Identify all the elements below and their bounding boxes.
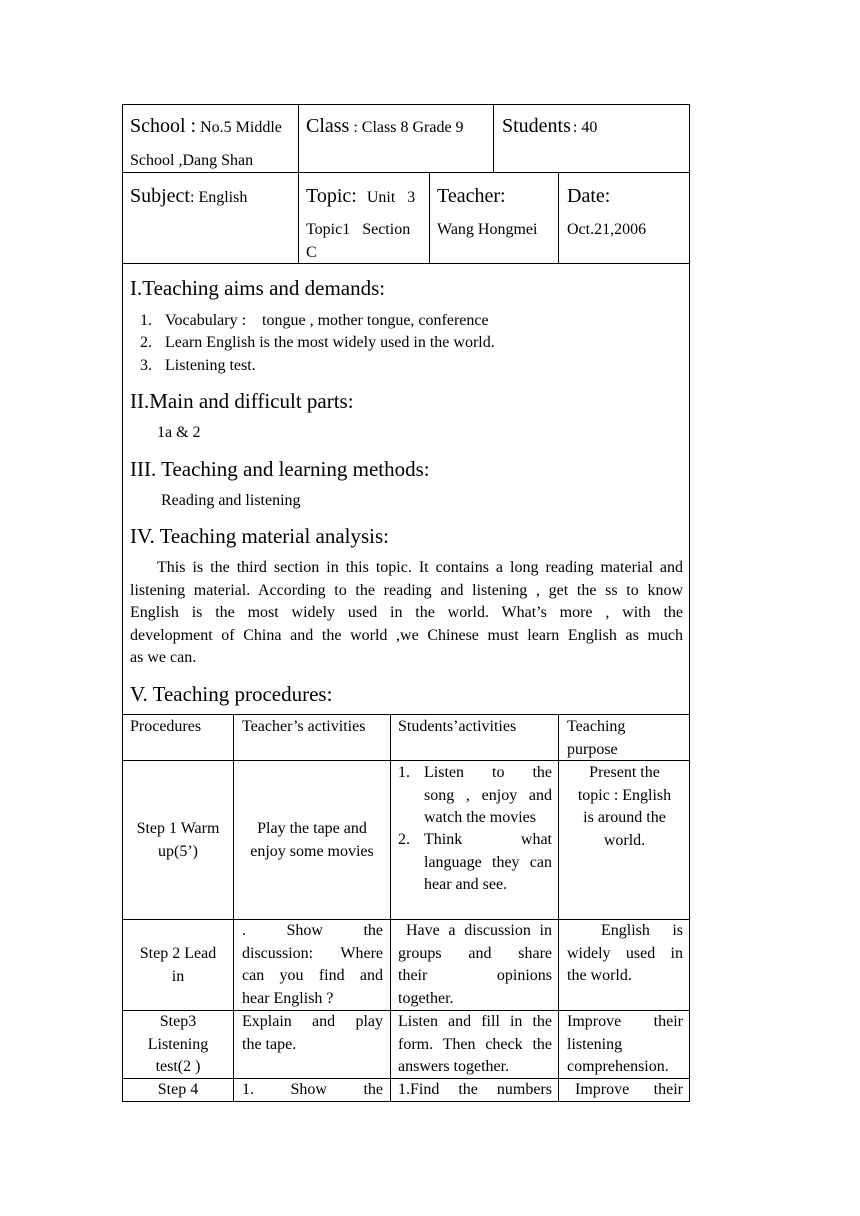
- col-header-students: Students’activities: [398, 718, 517, 735]
- step2-student-line: groups and share: [398, 944, 552, 962]
- step1-student-line: watch the movies: [424, 809, 536, 826]
- step1-purpose-line: world.: [603, 831, 646, 849]
- subject-field: [130, 185, 247, 209]
- step3-student-line: answers together.: [398, 1058, 510, 1075]
- step3-name-line: test(2 ): [155, 1058, 201, 1075]
- step4-student-line: 1.Find the numbers: [398, 1081, 552, 1098]
- analysis-line: listening material. According to the reading and listening , get the ss to know: [130, 581, 683, 599]
- step1-student-line: Think what: [424, 831, 552, 848]
- analysis-paragraph: [130, 557, 683, 670]
- section-3-title: III. Teaching and learning methods:: [130, 457, 430, 481]
- step1-student-num: 2.: [398, 831, 410, 848]
- step3-name-line: Listening: [147, 1035, 209, 1053]
- step2-teacher-line: . Show the: [242, 922, 383, 939]
- col-header-purpose: [567, 716, 625, 761]
- step2-purpose-line: the world.: [567, 967, 632, 984]
- step4-teacher: [242, 1079, 383, 1102]
- step1-student-line: language they can: [424, 853, 552, 871]
- topic-value-cont: Topic1 Section: [306, 221, 411, 238]
- step1-purpose-line: topic : English: [577, 786, 672, 804]
- step4-purpose: [567, 1079, 683, 1102]
- aim-item: Learn English is the most widely used in the world.: [165, 334, 495, 351]
- school-label: School :: [130, 115, 197, 137]
- step1-student: [424, 829, 552, 897]
- step3-teacher: [242, 1011, 383, 1056]
- aim-item-num: 3.: [140, 357, 152, 374]
- step1-teacher-line: enjoy some movies: [250, 842, 374, 860]
- date-value: Oct.21,2006: [567, 221, 647, 238]
- step3-teacher-line: Explain and play: [242, 1013, 383, 1030]
- step2-name-line: in: [171, 967, 185, 985]
- step3-purpose-line: listening: [567, 1035, 623, 1053]
- class-field: [306, 115, 464, 139]
- teacher-value: Wang Hongmei: [437, 221, 538, 238]
- teacher-label: Teacher:: [437, 185, 506, 207]
- step4-purpose-line: Improve their: [575, 1081, 683, 1098]
- step3-purpose-line: comprehension.: [567, 1058, 669, 1075]
- subject-label: Subject: [130, 185, 190, 207]
- step1-purpose: [560, 762, 689, 852]
- section-5-title: V. Teaching procedures:: [130, 682, 333, 706]
- step1-name-line: up(5’): [158, 842, 198, 860]
- section-4-title: IV. Teaching material analysis:: [130, 524, 390, 548]
- step3-purpose-line: Improve their: [567, 1013, 683, 1030]
- step2-purpose-line: English is: [601, 922, 683, 939]
- step1-name: [124, 818, 232, 863]
- aim-item: Vocabulary : tongue , mother tongue, conference: [165, 312, 489, 329]
- aim-item-num: 2.: [140, 334, 152, 351]
- step1-student-line: Listen to the: [424, 764, 552, 781]
- table-col-divider: [390, 714, 391, 1102]
- step2-teacher-line: hear English ?: [242, 989, 334, 1007]
- topic-field: [306, 185, 415, 209]
- step3-teacher-line: the tape.: [242, 1035, 297, 1053]
- step2-purpose-line: widely used in: [567, 944, 683, 962]
- step3-student: [398, 1011, 552, 1079]
- header-row-divider: [122, 172, 690, 173]
- class-label: Class: [306, 115, 350, 137]
- students-label: Students: [502, 115, 571, 137]
- section-2-title: II.Main and difficult parts:: [130, 389, 354, 413]
- col-header-purpose-line: purpose: [567, 740, 618, 758]
- step1-teacher-line: Play the tape and: [257, 820, 367, 837]
- school-value: No.5 Middle: [200, 119, 282, 136]
- section-2-text: 1a & 2: [157, 424, 201, 441]
- header-col-divider: [298, 104, 299, 264]
- col-header-procedures: Procedures: [130, 718, 202, 735]
- step2-student-line: together.: [398, 989, 454, 1007]
- school-value-cont: School ,Dang Shan: [130, 152, 254, 169]
- analysis-line: as we can.: [130, 649, 197, 666]
- subject-value: : English: [190, 189, 248, 206]
- students-field: [502, 115, 597, 139]
- step2-teacher-line: discussion: Where: [242, 944, 383, 962]
- step2-student: [398, 920, 552, 1010]
- aim-item: Listening test.: [165, 357, 256, 374]
- step2-purpose: [567, 920, 683, 988]
- topic-label: Topic:: [306, 185, 357, 207]
- step2-teacher: [242, 920, 383, 1010]
- step3-purpose: [567, 1011, 683, 1079]
- header-col-divider: [429, 172, 430, 264]
- analysis-line: English is the most widely used in the world. What’s more , with the: [130, 604, 683, 621]
- header-col-divider: [493, 104, 494, 172]
- step1-student-line: song , enjoy and: [424, 786, 552, 804]
- header-col-divider: [558, 172, 559, 264]
- aim-item-num: 1.: [140, 312, 152, 329]
- step4-teacher-line: 1. Show the: [242, 1081, 383, 1098]
- step3-name-line: Step3: [159, 1013, 197, 1030]
- step1-name-line: Step 1 Warm: [136, 820, 220, 837]
- step1-student-line: hear and see.: [424, 876, 508, 893]
- step1-student-num: 1.: [398, 764, 410, 781]
- step2-student-line: Have a discussion in: [406, 922, 552, 939]
- step3-name: [124, 1011, 232, 1079]
- col-header-teacher: Teacher’s activities: [242, 718, 366, 735]
- step1-purpose-line: Present the: [589, 764, 660, 781]
- step1-purpose-line: is around the: [583, 809, 666, 826]
- date-label: Date:: [567, 185, 611, 207]
- step2-teacher-line: can you find and: [242, 967, 383, 984]
- step3-student-line: Listen and fill in the: [398, 1013, 552, 1030]
- table-col-divider: [558, 714, 559, 1102]
- step2-student-line: their opinions: [398, 967, 552, 984]
- section-3-text: Reading and listening: [161, 492, 301, 509]
- col-header-purpose-line: Teaching: [567, 718, 626, 735]
- section-1-title: I.Teaching aims and demands:: [130, 276, 386, 300]
- analysis-line: development of China and the world ,we Chinese must learn English as much: [130, 626, 683, 644]
- topic-value: Unit 3: [366, 189, 416, 206]
- step3-student-line: form. Then check the: [398, 1035, 552, 1053]
- analysis-line: This is the third section in this topic. It contains a long reading material and: [157, 559, 683, 576]
- step4-student: [398, 1079, 552, 1102]
- students-value: : 40: [572, 119, 598, 136]
- class-value: : Class 8 Grade 9: [353, 119, 464, 136]
- topic-value-cont: C: [306, 244, 317, 261]
- step1-teacher: [235, 818, 389, 863]
- step4-name: Step 4: [157, 1081, 199, 1098]
- step2-name: [124, 943, 232, 988]
- table-col-divider: [233, 714, 234, 1102]
- school-field: [130, 115, 282, 139]
- step1-student: [424, 762, 552, 830]
- step2-name-line: Step 2 Lead: [139, 945, 217, 962]
